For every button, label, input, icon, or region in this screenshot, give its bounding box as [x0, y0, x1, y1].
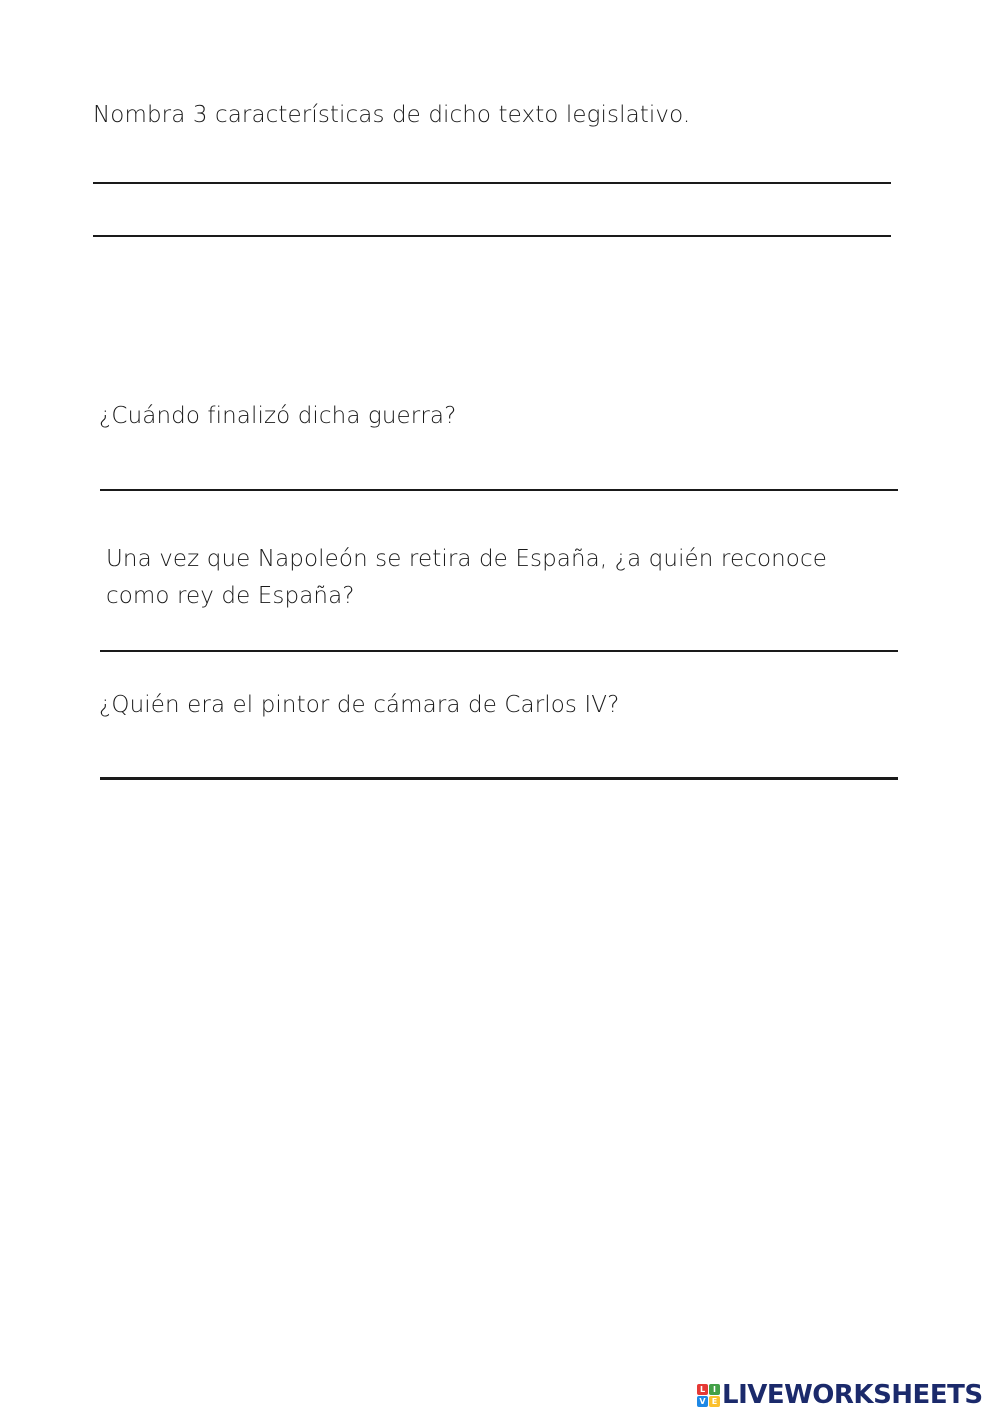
answer-line-war-end[interactable]: [100, 489, 898, 491]
answer-line-characteristics-1[interactable]: [93, 182, 891, 184]
answer-line-napoleon-king[interactable]: [100, 650, 898, 652]
question-napoleon-king-line-1: Una vez que Napoleón se retira de España, ¿a quién reconoce: [106, 546, 827, 572]
logo-mark-letter: V: [697, 1396, 708, 1407]
liveworksheets-logo: [697, 1378, 983, 1412]
question-war-end: ¿Cuándo finalizó dicha guerra?: [99, 403, 457, 429]
liveworksheets-logo-icon: [697, 1384, 720, 1407]
question-napoleon-king-line-2: como rey de España?: [106, 583, 355, 609]
question-characteristics: Nombra 3 características de dicho texto legislativo.: [93, 102, 691, 128]
logo-mark-letter: L: [697, 1384, 708, 1395]
answer-line-court-painter[interactable]: [100, 777, 898, 780]
answer-line-characteristics-2[interactable]: [93, 235, 891, 237]
logo-mark-letter: I: [709, 1384, 720, 1395]
question-court-painter: ¿Quién era el pintor de cámara de Carlos IV?: [99, 692, 620, 718]
logo-mark-letter: E: [709, 1396, 720, 1407]
liveworksheets-logo-text: LIVEWORKSHEETS: [722, 1380, 983, 1410]
